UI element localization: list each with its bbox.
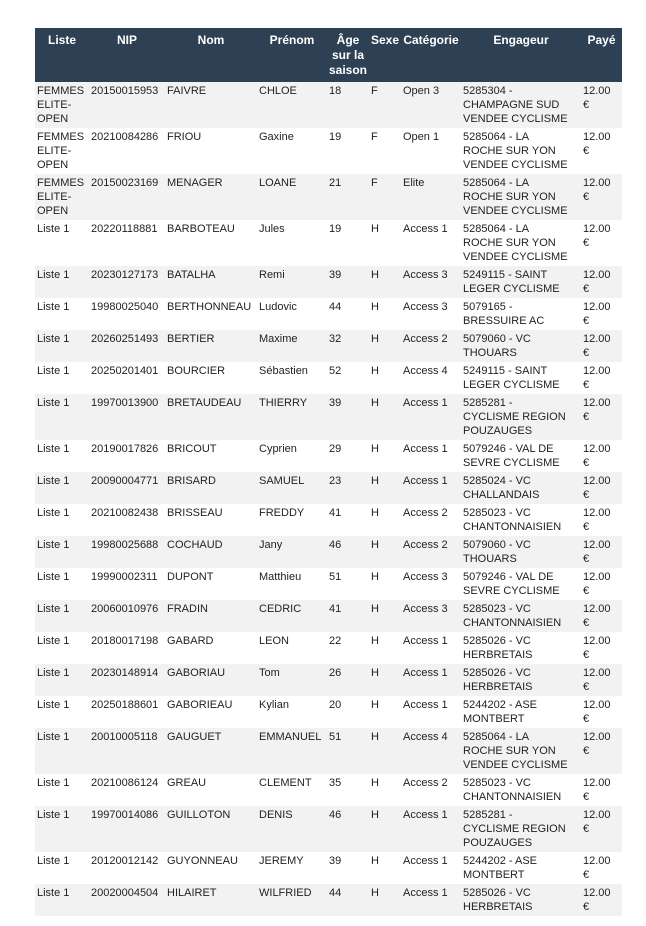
cell-prenom: Sébastien xyxy=(259,365,308,377)
cell-sexe: H xyxy=(371,397,379,409)
cell-sexe: H xyxy=(371,731,379,743)
cell-age: 21 xyxy=(329,177,342,189)
cell-nip: 20190017826 xyxy=(91,443,159,455)
cell-engageur: 5079165 - BRESSUIRE AC xyxy=(463,301,545,327)
cell-liste: FEMMES ELITE-OPEN xyxy=(37,131,85,171)
cell-paye: 12.00 € xyxy=(583,397,611,423)
cell-age: 22 xyxy=(329,635,342,647)
cell-prenom: LEON xyxy=(259,635,289,647)
cell-nip: 20090004771 xyxy=(91,475,159,487)
cell-paye: 12.00 € xyxy=(583,539,611,565)
cell-paye: 12.00 € xyxy=(583,809,611,835)
table-row xyxy=(35,696,622,728)
column-header-paye: Payé xyxy=(581,28,622,82)
cell-paye: 12.00 € xyxy=(583,365,611,391)
cell-engageur: 5249115 - SAINT LEGER CYCLISME xyxy=(463,365,560,391)
table-row xyxy=(35,728,622,774)
cell-liste: Liste 1 xyxy=(37,667,70,679)
cell-categorie: Access 4 xyxy=(403,365,448,377)
cell-prenom: Tom xyxy=(259,667,280,679)
cell-engageur: 5285064 - LA ROCHE SUR YON VENDEE CYCLISME xyxy=(463,223,568,263)
cell-categorie: Access 3 xyxy=(403,603,448,615)
cell-engageur: 5285281 - CYCLISME REGION POUZAUGES xyxy=(463,397,566,437)
cell-age: 20 xyxy=(329,699,342,711)
cell-nom: BRETAUDEAU xyxy=(167,397,242,409)
cell-engageur: 5079060 - VC THOUARS xyxy=(463,539,531,565)
cell-engageur: 5285023 - VC CHANTONNAISIEN xyxy=(463,603,562,629)
cell-sexe: H xyxy=(371,699,379,711)
cell-nom: BARBOTEAU xyxy=(167,223,235,235)
cell-age: 41 xyxy=(329,603,342,615)
cell-prenom: CLEMENT xyxy=(259,777,312,789)
cell-sexe: H xyxy=(371,667,379,679)
cell-nom: GREAU xyxy=(167,777,207,789)
cell-prenom: CHLOE xyxy=(259,85,297,97)
cell-age: 44 xyxy=(329,301,342,313)
cell-nom: BRISARD xyxy=(167,475,216,487)
column-header-sexe: Sexe xyxy=(369,28,401,82)
cell-sexe: H xyxy=(371,333,379,345)
cell-paye: 12.00 € xyxy=(583,177,611,203)
cell-nip: 20220118881 xyxy=(91,223,158,235)
cell-nip: 19980025040 xyxy=(91,301,159,313)
cell-prenom: Matthieu xyxy=(259,571,302,583)
cell-nom: BERTHONNEAU xyxy=(167,301,252,313)
table-body xyxy=(35,82,622,916)
cell-prenom: Jules xyxy=(259,223,285,235)
cell-categorie: Access 3 xyxy=(403,571,448,583)
column-header-engageur: Engageur xyxy=(461,28,581,82)
cell-nip: 20120012142 xyxy=(91,855,159,867)
cell-paye: 12.00 € xyxy=(583,731,611,757)
cell-prenom: DENIS xyxy=(259,809,293,821)
cell-engageur: 5285024 - VC CHALLANDAIS xyxy=(463,475,540,501)
cell-sexe: F xyxy=(371,85,378,97)
table-row xyxy=(35,852,622,884)
cell-engageur: 5079060 - VC THOUARS xyxy=(463,333,531,359)
cell-nip: 20060010976 xyxy=(91,603,159,615)
cell-liste: Liste 1 xyxy=(37,603,70,615)
cell-engageur: 5244202 - ASE MONTBERT xyxy=(463,855,538,881)
cell-categorie: Open 3 xyxy=(403,85,440,97)
cell-engageur: 5285023 - VC CHANTONNAISIEN xyxy=(463,777,562,803)
cell-age: 39 xyxy=(329,855,342,867)
cell-categorie: Open 1 xyxy=(403,131,440,143)
cell-nip: 20150015953 xyxy=(91,85,159,97)
cell-age: 46 xyxy=(329,539,342,551)
cell-paye: 12.00 € xyxy=(583,699,611,725)
cell-liste: Liste 1 xyxy=(37,699,70,711)
cell-liste: Liste 1 xyxy=(37,571,70,583)
cell-liste: Liste 1 xyxy=(37,731,70,743)
cell-nom: FRIOU xyxy=(167,131,202,143)
cell-age: 39 xyxy=(329,397,342,409)
cell-engageur: 5285281 - CYCLISME REGION POUZAUGES xyxy=(463,809,566,849)
table-row xyxy=(35,806,622,852)
cell-paye: 12.00 € xyxy=(583,269,611,295)
cell-nip: 20250201401 xyxy=(91,365,159,377)
cell-prenom: LOANE xyxy=(259,177,297,189)
cell-paye: 12.00 € xyxy=(583,603,611,629)
cell-age: 46 xyxy=(329,809,342,821)
cell-sexe: H xyxy=(371,603,379,615)
cell-sexe: H xyxy=(371,635,379,647)
cell-nip: 20180017198 xyxy=(91,635,159,647)
cell-liste: Liste 1 xyxy=(37,365,70,377)
cell-age: 32 xyxy=(329,333,342,345)
cell-paye: 12.00 € xyxy=(583,667,611,693)
cell-nom: GABARD xyxy=(167,635,214,647)
cell-nip: 20210082438 xyxy=(91,507,159,519)
cell-categorie: Access 1 xyxy=(403,855,448,867)
cell-categorie: Access 1 xyxy=(403,223,448,235)
column-header-nom: Nom xyxy=(165,28,257,82)
cell-categorie: Access 1 xyxy=(403,699,448,711)
cell-paye: 12.00 € xyxy=(583,443,611,469)
cell-categorie: Access 1 xyxy=(403,809,448,821)
cell-nip: 20010005118 xyxy=(91,731,158,743)
table-row xyxy=(35,128,622,174)
cell-categorie: Access 1 xyxy=(403,635,448,647)
cell-liste: Liste 1 xyxy=(37,475,70,487)
cell-engageur: 5285026 - VC HERBRETAIS xyxy=(463,887,533,913)
cell-nip: 20150023169 xyxy=(91,177,159,189)
cell-age: 26 xyxy=(329,667,342,679)
table-row xyxy=(35,774,622,806)
cell-categorie: Access 1 xyxy=(403,397,448,409)
cell-paye: 12.00 € xyxy=(583,333,611,359)
cell-sexe: H xyxy=(371,269,379,281)
cell-nom: FAIVRE xyxy=(167,85,207,97)
cell-liste: Liste 1 xyxy=(37,777,70,789)
cell-nip: 20210084286 xyxy=(91,131,159,143)
cell-categorie: Access 1 xyxy=(403,443,448,455)
column-header-age: Âge sur la saison xyxy=(327,28,369,82)
cell-sexe: H xyxy=(371,571,379,583)
cell-prenom: SAMUEL xyxy=(259,475,305,487)
cell-engageur: 5285064 - LA ROCHE SUR YON VENDEE CYCLISME xyxy=(463,131,568,171)
cell-liste: Liste 1 xyxy=(37,301,70,313)
cell-age: 44 xyxy=(329,887,342,899)
cell-categorie: Access 1 xyxy=(403,667,448,679)
cell-prenom: Gaxine xyxy=(259,131,294,143)
column-header-liste: Liste xyxy=(35,28,89,82)
table-row xyxy=(35,632,622,664)
cell-sexe: H xyxy=(371,539,379,551)
table-row xyxy=(35,568,622,600)
cell-nip: 19970013900 xyxy=(91,397,159,409)
cell-liste: Liste 1 xyxy=(37,887,70,899)
cell-liste: Liste 1 xyxy=(37,809,70,821)
cell-engageur: 5285064 - LA ROCHE SUR YON VENDEE CYCLISME xyxy=(463,731,568,771)
table-row xyxy=(35,504,622,536)
cell-paye: 12.00 € xyxy=(583,131,611,157)
cell-sexe: H xyxy=(371,887,379,899)
cell-nip: 20020004504 xyxy=(91,887,159,899)
cell-nom: BERTIER xyxy=(167,333,215,345)
cell-sexe: F xyxy=(371,177,378,189)
cell-paye: 12.00 € xyxy=(583,571,611,597)
cell-liste: Liste 1 xyxy=(37,269,70,281)
cell-prenom: Kylian xyxy=(259,699,289,711)
cell-nom: GUYONNEAU xyxy=(167,855,238,867)
table-row xyxy=(35,394,622,440)
table-row xyxy=(35,266,622,298)
table-row xyxy=(35,440,622,472)
riders-table xyxy=(35,28,622,916)
cell-nom: BRISSEAU xyxy=(167,507,223,519)
column-header-nip: NIP xyxy=(89,28,165,82)
cell-engageur: 5079246 - VAL DE SEVRE CYCLISME xyxy=(463,443,560,469)
cell-engageur: 5244202 - ASE MONTBERT xyxy=(463,699,538,725)
cell-liste: Liste 1 xyxy=(37,539,70,551)
cell-sexe: H xyxy=(371,365,379,377)
cell-liste: FEMMES ELITE-OPEN xyxy=(37,177,85,217)
table-row xyxy=(35,330,622,362)
cell-prenom: Jany xyxy=(259,539,283,551)
cell-liste: Liste 1 xyxy=(37,855,70,867)
cell-categorie: Access 2 xyxy=(403,777,448,789)
cell-categorie: Access 3 xyxy=(403,269,448,281)
cell-nom: BRICOUT xyxy=(167,443,217,455)
cell-nom: GAUGUET xyxy=(167,731,222,743)
cell-liste: Liste 1 xyxy=(37,507,70,519)
cell-age: 39 xyxy=(329,269,342,281)
table-row xyxy=(35,82,622,128)
cell-nom: DUPONT xyxy=(167,571,214,583)
table-row xyxy=(35,664,622,696)
cell-categorie: Access 1 xyxy=(403,475,448,487)
cell-nip: 20230148914 xyxy=(91,667,159,679)
table-row xyxy=(35,600,622,632)
cell-age: 51 xyxy=(329,571,342,583)
table-row xyxy=(35,362,622,394)
cell-paye: 12.00 € xyxy=(583,855,611,881)
table-header-row xyxy=(35,28,622,82)
cell-liste: Liste 1 xyxy=(37,333,70,345)
cell-liste: FEMMES ELITE-OPEN xyxy=(37,85,85,125)
cell-categorie: Access 2 xyxy=(403,507,448,519)
cell-categorie: Elite xyxy=(403,177,425,189)
cell-paye: 12.00 € xyxy=(583,85,611,111)
cell-paye: 12.00 € xyxy=(583,301,611,327)
cell-categorie: Access 3 xyxy=(403,301,448,313)
cell-prenom: EMMANUEL xyxy=(259,731,322,743)
cell-age: 19 xyxy=(329,223,342,235)
cell-nom: FRADIN xyxy=(167,603,208,615)
cell-sexe: H xyxy=(371,443,379,455)
cell-sexe: H xyxy=(371,475,379,487)
cell-nip: 20260251493 xyxy=(91,333,159,345)
cell-age: 51 xyxy=(329,731,342,743)
cell-sexe: H xyxy=(371,223,379,235)
cell-sexe: H xyxy=(371,507,379,519)
cell-sexe: H xyxy=(371,855,379,867)
cell-paye: 12.00 € xyxy=(583,507,611,533)
cell-categorie: Access 2 xyxy=(403,333,448,345)
riders-table-container xyxy=(35,28,646,916)
table-row xyxy=(35,472,622,504)
cell-nip: 20250188601 xyxy=(91,699,159,711)
cell-engageur: 5285304 - CHAMPAGNE SUD VENDEE CYCLISME xyxy=(463,85,568,125)
cell-nom: HILAIRET xyxy=(167,887,217,899)
cell-liste: Liste 1 xyxy=(37,635,70,647)
cell-age: 29 xyxy=(329,443,342,455)
cell-categorie: Access 2 xyxy=(403,539,448,551)
cell-age: 19 xyxy=(329,131,342,143)
cell-nip: 20230127173 xyxy=(91,269,159,281)
cell-nom: GUILLOTON xyxy=(167,809,231,821)
cell-nip: 19970014086 xyxy=(91,809,159,821)
cell-engageur: 5079246 - VAL DE SEVRE CYCLISME xyxy=(463,571,560,597)
cell-sexe: H xyxy=(371,301,379,313)
table-row xyxy=(35,174,622,220)
cell-paye: 12.00 € xyxy=(583,475,611,501)
cell-nom: BOURCIER xyxy=(167,365,226,377)
cell-nom: GABORIEAU xyxy=(167,699,233,711)
cell-age: 18 xyxy=(329,85,342,97)
cell-paye: 12.00 € xyxy=(583,777,611,803)
cell-prenom: CEDRIC xyxy=(259,603,302,615)
table-row xyxy=(35,298,622,330)
cell-paye: 12.00 € xyxy=(583,223,611,249)
cell-age: 52 xyxy=(329,365,342,377)
cell-sexe: H xyxy=(371,809,379,821)
cell-nip: 19990002311 xyxy=(91,571,158,583)
cell-nom: BATALHA xyxy=(167,269,216,281)
cell-liste: Liste 1 xyxy=(37,443,70,455)
cell-nom: GABORIAU xyxy=(167,667,226,679)
cell-engageur: 5249115 - SAINT LEGER CYCLISME xyxy=(463,269,560,295)
cell-paye: 12.00 € xyxy=(583,887,611,913)
cell-engageur: 5285026 - VC HERBRETAIS xyxy=(463,667,533,693)
table-row xyxy=(35,220,622,266)
table-row xyxy=(35,884,622,916)
cell-nom: COCHAUD xyxy=(167,539,223,551)
cell-sexe: F xyxy=(371,131,378,143)
column-header-prenom: Prénom xyxy=(257,28,327,82)
cell-paye: 12.00 € xyxy=(583,635,611,661)
cell-prenom: THIERRY xyxy=(259,397,308,409)
cell-nip: 20210086124 xyxy=(91,777,159,789)
cell-sexe: H xyxy=(371,777,379,789)
cell-prenom: Cyprien xyxy=(259,443,297,455)
cell-engageur: 5285026 - VC HERBRETAIS xyxy=(463,635,533,661)
cell-age: 35 xyxy=(329,777,342,789)
cell-liste: Liste 1 xyxy=(37,397,70,409)
cell-prenom: Remi xyxy=(259,269,285,281)
cell-categorie: Access 1 xyxy=(403,887,448,899)
cell-prenom: Ludovic xyxy=(259,301,297,313)
table-row xyxy=(35,536,622,568)
cell-nom: MENAGER xyxy=(167,177,223,189)
column-header-categorie: Catégorie xyxy=(401,28,461,82)
cell-engageur: 5285064 - LA ROCHE SUR YON VENDEE CYCLISME xyxy=(463,177,568,217)
cell-engageur: 5285023 - VC CHANTONNAISIEN xyxy=(463,507,562,533)
cell-prenom: JEREMY xyxy=(259,855,304,867)
cell-nip: 19980025688 xyxy=(91,539,159,551)
cell-age: 41 xyxy=(329,507,342,519)
cell-age: 23 xyxy=(329,475,342,487)
cell-prenom: WILFRIED xyxy=(259,887,312,899)
cell-prenom: Maxime xyxy=(259,333,298,345)
cell-prenom: FREDDY xyxy=(259,507,305,519)
cell-categorie: Access 4 xyxy=(403,731,448,743)
cell-liste: Liste 1 xyxy=(37,223,70,235)
